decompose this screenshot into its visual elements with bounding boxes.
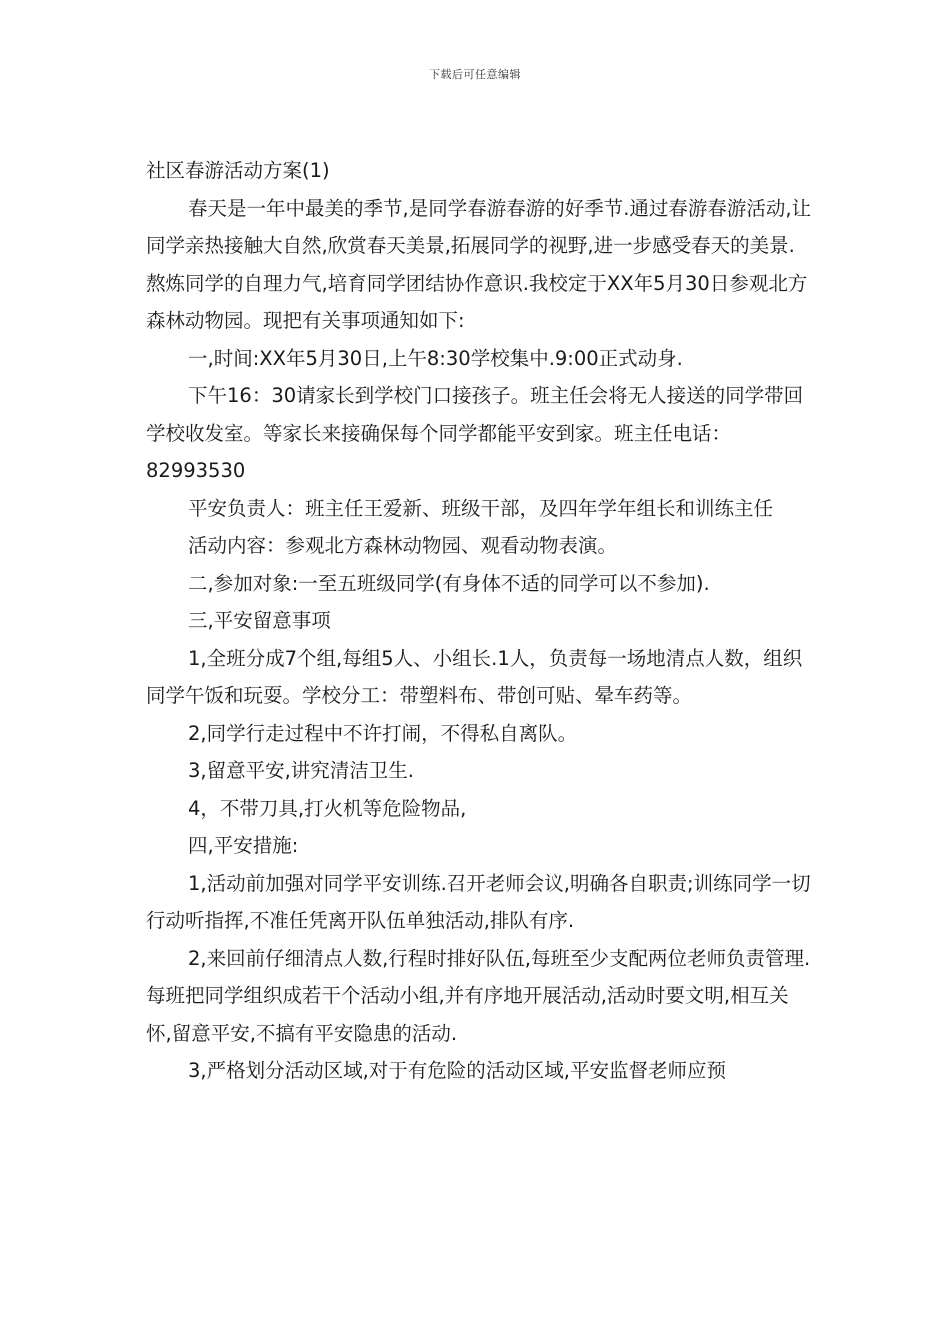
list-item: 3,严格划分活动区域,对于有危险的活动区域,平安监督老师应预 bbox=[188, 1059, 727, 1082]
list-item: 1,全班分成7个组,每组5人、小组长.1人，负责每一场地清点人数，组织同学午饭和玩耍。学校分工：带塑料布、带创可贴、晕车药等。 bbox=[146, 646, 803, 707]
section-heading-safety-measures: 四,平安措施: bbox=[188, 834, 299, 857]
list-item: 3,留意平安,讲究清洁卫生. bbox=[188, 759, 415, 782]
list-item: 1,活动前加强对同学平安训练.召开老师会议,明确各自职责;训练同学一切行动听指挥,不准任凭离开队伍单独活动,排队有序. bbox=[146, 871, 811, 932]
paragraph-time: 一,时间:XX年5月30日,上午8:30学校集中.9:00正式动身. bbox=[188, 346, 683, 370]
paragraph-participants: 二,参加对象:一至五班级同学(有身体不适的同学可以不参加). bbox=[188, 571, 710, 595]
paragraph-pickup: 下午16：30请家长到学校门口接孩子。班主任会将无人接送的同学带回学校收发室。等家长来接确保每个同学都能平安到家。班主任电话：82993530 bbox=[146, 384, 804, 482]
paragraph-activity-content: 活动内容：参观北方森林动物园、观看动物表演。 bbox=[188, 534, 618, 557]
page-header-note: 下载后可任意编辑 bbox=[429, 68, 521, 81]
paragraph-intro: 春天是一年中最美的季节,是同学春游春游的好季节.通过春游春游活动,让同学亲热接触大自然,欣赏春天美景,拓展同学的视野,进一步感受春天的美景.熬炼同学的自理力气,培育同学团结协作意识.我校定于XX年5月30日参观北方森林动物园。现把有关事项通知如下: bbox=[146, 196, 812, 332]
list-item: 2,同学行走过程中不许打闹，不得私自离队。 bbox=[188, 721, 578, 745]
list-item: 4，不带刀具,打火机等危险物品, bbox=[188, 796, 467, 820]
section-heading-safety-notes: 三,平安留意事项 bbox=[188, 609, 331, 632]
list-item: 2,来回前仔细清点人数,行程时排好队伍,每班至少支配两位老师负责管理.每班把同学组织成若干个活动小组,并有序地开展活动,活动时要文明,相互关怀,留意平安,不搞有平安隐患的活动. bbox=[146, 946, 811, 1045]
paragraph-safety-owner: 平安负责人：班主任王爱新、班级干部，及四年学年组长和训练主任 bbox=[188, 496, 774, 520]
document-title: 社区春游活动方案(1) bbox=[146, 159, 330, 182]
document-body bbox=[146, 152, 812, 1090]
